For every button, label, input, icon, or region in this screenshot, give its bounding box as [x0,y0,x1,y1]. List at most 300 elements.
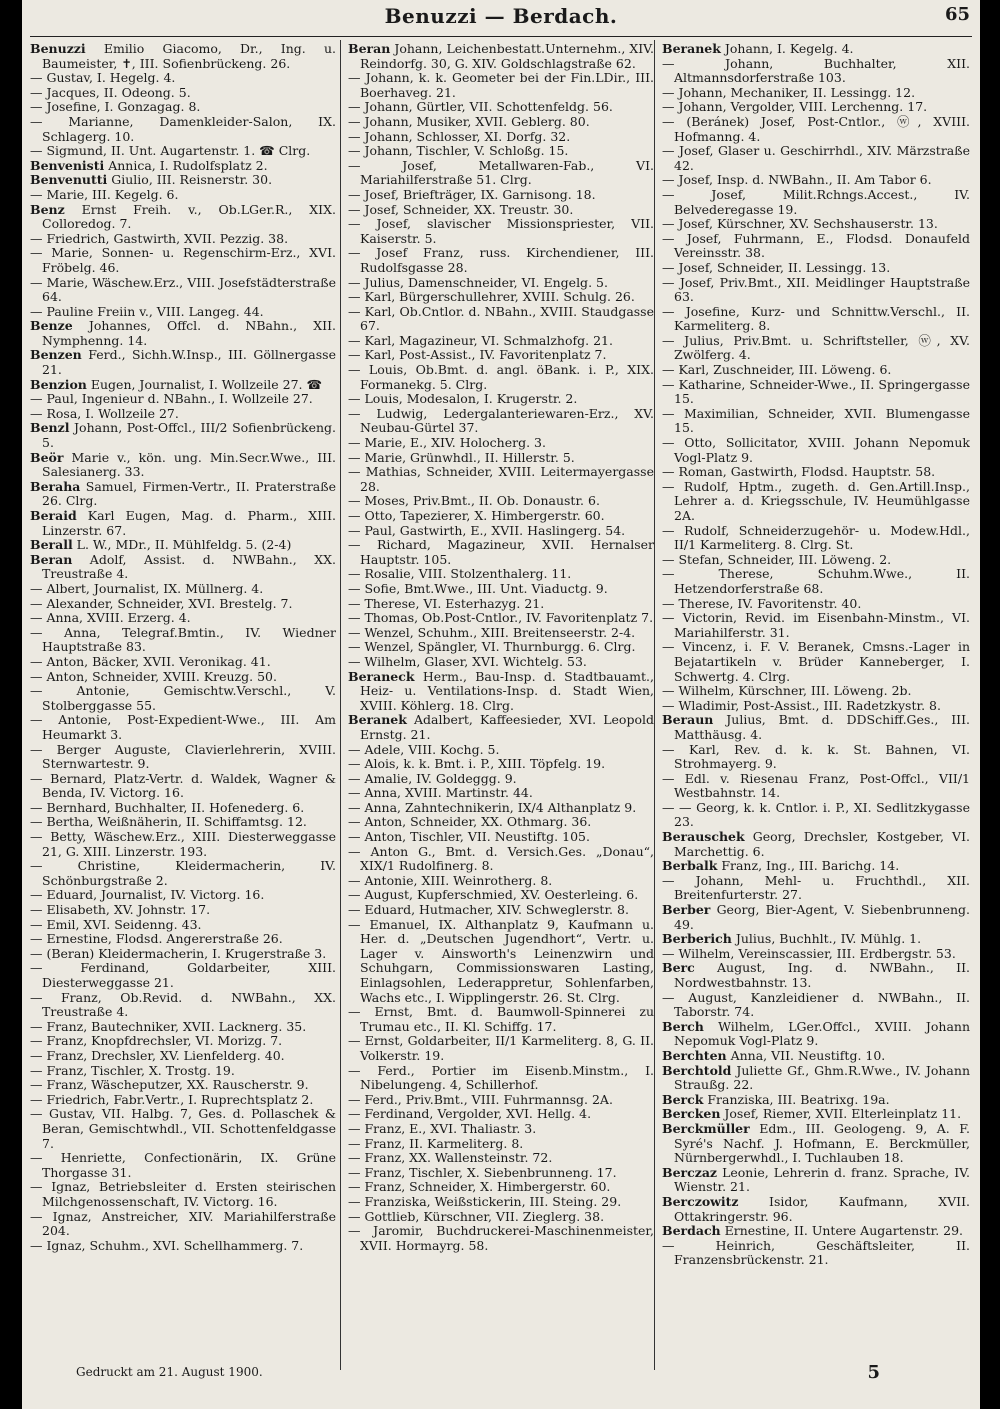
directory-entry [30,42,336,71]
signature-mark: 5 [867,1362,880,1383]
entry-text: — Franz, Knopfdrechsler, VI. Morizg. 7. [30,1033,283,1049]
directory-entry [348,830,654,845]
directory-entry [30,421,336,450]
entry-text: Giulio, III. Reisnerstr. 30. [107,172,273,188]
entry-surname: Berchtold [662,1062,732,1078]
directory-entry [30,1034,336,1049]
entry-text: — Ferdinand, Goldarbeiter, XIII. Diesterweggasse 21. [30,960,336,990]
directory-entry [348,640,654,655]
directory-entry [30,830,336,859]
directory-entry [348,845,654,874]
directory-entry [30,188,336,203]
directory-entry [662,1239,970,1268]
entry-text: — Josef, Kürschner, XV. Sechshauserstr. 13. [662,216,938,232]
directory-entry [30,626,336,655]
directory-entry [662,830,970,859]
directory-entry [348,130,654,145]
directory-entry [30,1020,336,1035]
entry-text: — Johann, Mechaniker, II. Lessingg. 12. [662,84,916,100]
directory-entry [30,859,336,888]
entry-text: — Therese, VI. Esterhazyg. 21. [348,595,545,611]
directory-entry [662,932,970,947]
entry-text: — Franz, Tischler, X. Siebenbrunneng. 17. [348,1164,617,1180]
entry-text: — Josefine, I. Gonzagag. 8. [30,99,201,115]
directory-entry [30,392,336,407]
entry-text: Karl Eugen, Mag. d. Pharm., XIII. Linzerstr. 67. [42,508,336,538]
entry-text: — Alois, k. k. Bmt. i. P., XIII. Töpfelg. 19. [348,756,606,772]
directory-entry [662,1122,970,1166]
directory-entry [662,334,970,363]
directory-entry [30,246,336,275]
entry-text: — Marie, Grünwhdl., II. Hillerstr. 5. [348,449,575,465]
entry-surname: Berc [662,960,695,976]
entry-text: — Christine, Kleidermacherin, IV. Schönburgstraße 2. [30,858,336,888]
entry-text: — Josef, Milit.Rchngs.Accest., IV. Belvederegasse 19. [662,186,970,217]
directory-entry [30,144,336,159]
entry-surname: Berberich [662,931,732,947]
directory-entry [662,173,970,188]
entry-text: — Vincenz, i. F. V. Beranek, Cmsns.-Lager in Bejatartikeln v. Brüder Kanneberger, I. Schwertg. 4. Clrg. [662,639,970,684]
entry-text: — Julius, Damenschneider, VI. Engelg. 5. [348,274,608,290]
entry-text: Julius, Buchhlt., IV. Mühlg. 1. [731,931,922,947]
entry-text: — Friedrich, Gastwirth, XVII. Pezzig. 38. [30,230,289,246]
directory-entry [30,115,336,144]
entry-text: — Amalie, IV. Goldeggg. 9. [348,770,517,786]
directory-entry [30,159,336,174]
entry-text: — Alexander, Schneider, XVI. Brestelg. 7. [30,595,293,611]
directory-entry [348,918,654,1006]
directory-entry [662,407,970,436]
directory-entry [30,305,336,320]
directory-entry [348,159,654,188]
entry-text: Ferd., Sichh.W.Insp., III. Göllnergasse 21. [42,347,336,378]
directory-entry [662,553,970,568]
directory-entry [348,1034,654,1063]
entry-text: Samuel, Firmen-Vertr., II. Praterstraße 26. Clrg. [42,478,336,509]
directory-entry [662,465,970,480]
directory-page [22,0,980,1409]
header-rule [30,36,972,37]
entry-text: — Johann, Vergolder, VIII. Lerchenng. 17. [662,99,928,115]
entry-text: — Karl, Zuschneider, III. Löweng. 6. [662,362,892,378]
entry-text: — — Georg, k. k. Cntlor. i. P., XI. Sedlitzkygasse 23. [662,799,970,830]
entry-text: — Antonie, Gemischtw.Verschl., V. Stolberggasse 55. [30,683,336,713]
directory-entry [662,874,970,903]
entry-text: — Franz, Bautechniker, XVII. Lacknerg. 35. [30,1018,307,1034]
directory-entry [30,888,336,903]
directory-entry [348,348,654,363]
entry-text: — Josef, Insp. d. NWBahn., II. Am Tabor 6. [662,172,932,188]
directory-entry [30,932,336,947]
directory-entry [30,173,336,188]
entry-text: — Adele, VIII. Kochg. 5. [348,741,500,757]
directory-entry [662,57,970,86]
entry-text: — Thomas, Ob.Post-Cntlor., IV. Favoritenplatz 7. [348,610,654,626]
entry-surname: Beran [348,42,391,56]
entry-text: — Franz, Schneider, X. Himbergerstr. 60. [348,1179,611,1195]
entry-text: August, Ing. d. NWBahn., II. Nordwestbahnstr. 13. [674,960,970,990]
directory-entry [30,509,336,538]
entry-text: — Paul, Gastwirth, E., XVII. Haslingerg. 54. [348,522,626,538]
column-2 [348,42,654,1362]
entry-text: — Ernst, Bmt. d. Baumwoll-Spinnerei zu Trumau etc., II. Kl. Schiffg. 17. [348,1004,654,1034]
entry-text: — Marie, E., XIV. Holocherg. 3. [348,435,546,451]
entry-text: — Wladimir, Post-Assist., III. Radetzkystr. 8. [662,697,941,713]
directory-entry [662,42,970,57]
entry-text: — Stefan, Schneider, III. Löweng. 2. [662,551,892,567]
entry-text: — Edl. v. Riesenau Franz, Post-Offcl., VII/1 Westbahnstr. 14. [662,770,970,801]
entry-text: Georg, Drechsler, Kostgeber, VI. Marchettig. 6. [674,829,970,859]
entry-surname: Benz [30,201,65,217]
entry-surname: Berauschek [662,829,745,845]
directory-entry [30,611,336,626]
directory-entry [348,801,654,816]
directory-entry [662,363,970,378]
entry-surname: Berck [662,1091,704,1107]
entry-text: Emilio Giacomo, Dr., Ing. u. Baumeister, ✝, III. Sofienbrückeng. 26. [42,42,336,71]
entry-text: Johann, Post-Offcl., III/2 Sofienbrückeng. 5. [42,420,336,451]
directory-entry [30,772,336,801]
entry-surname: Benuzzi [30,42,86,56]
entry-text: — Johann, Musiker, XVII. Geblerg. 80. [348,113,590,129]
entry-text: Edm., III. Geologeng. 9, A. F. Syré's Nachf. J. Hofmann, E. Berckmüller, Nürnbergerwhdl., I. Tuchlauben 18. [674,1120,970,1166]
entry-text: — Albert, Journalist, IX. Müllnerg. 4. [30,580,264,596]
directory-entry [348,144,654,159]
entry-text: — Johann, Schlosser, XI. Dorfg. 32. [348,128,571,144]
entry-text: — Marie, Wäschew.Erz., VIII. Josefstädterstraße 64. [30,274,336,305]
directory-entry [30,597,336,612]
directory-entry [348,582,654,597]
entry-text: — Therese, Schuhm.Wwe., II. Hetzendorferstraße 68. [662,566,970,596]
directory-entry [662,1020,970,1049]
directory-entry [662,801,970,830]
entry-text: — Karl, Post-Assist., IV. Favoritenplatz 7. [348,347,607,363]
entry-surname: Benzen [30,347,82,363]
entry-text: — Eduard, Journalist, IV. Victorg. 16. [30,887,265,903]
entry-text: — Anton, Schneider, XX. Othmarg. 36. [348,814,592,830]
directory-entry [662,859,970,874]
directory-entry [662,115,970,144]
entry-text: Herm., Bau-Insp. d. Stadtbauamt., Heiz- u. Ventilations-Insp. d. Stadt Wien, XVIII. Köhlerg. 18. Clrg. [360,668,654,713]
entry-text: — Ernst, Goldarbeiter, II/1 Karmeliterg. 8, G. II. Volkerstr. 19. [348,1033,654,1063]
entry-text: — Anna, Zahntechnikerin, IX/4 Althanplatz 9. [348,799,637,815]
page-number: 65 [944,4,970,25]
entry-text: — Josef, Schneider, II. Lessingg. 13. [662,259,891,275]
directory-entry [348,1166,654,1181]
directory-entry [30,276,336,305]
directory-entry [348,1137,654,1152]
entry-text: — Ignaz, Schuhm., XVI. Schellhammerg. 7. [30,1237,304,1253]
entry-text: — Marie, III. Kegelg. 6. [30,186,179,202]
directory-entry [30,407,336,422]
entry-surname: Benze [30,318,73,334]
entry-text: — Anna, Telegraf.Bmtin., IV. Wiedner Hauptstraße 83. [30,624,336,655]
entry-text: — Rosa, I. Wollzeile 27. [30,405,179,421]
entry-text: — Friedrich, Fabr.Vertr., I. Ruprechtsplatz 2. [30,1091,314,1107]
directory-entry [30,480,336,509]
entry-text: — Johann, Buchhalter, XII. Altmannsdorferstraße 103. [662,55,970,86]
directory-entry [348,903,654,918]
entry-text: Wilhelm, LGer.Offcl., XVIII. Johann Nepomuk Vogl-Platz 9. [674,1018,970,1049]
entry-surname: Beraun [662,712,714,728]
entry-text: — Franziska, Weißstickerin, III. Steing. 29. [348,1193,622,1209]
entry-surname: Berczowitz [662,1193,739,1209]
directory-entry [30,378,336,393]
directory-entry [348,436,654,451]
directory-entry [348,1093,654,1108]
entry-text: Eugen, Journalist, I. Wollzeile 27. ☎ [86,376,323,392]
directory-entry [662,947,970,962]
entry-text: — Sofie, Bmt.Wwe., III. Unt. Viaductg. 9. [348,580,608,596]
directory-entry [662,188,970,217]
entry-text: — Franz, XX. Wallensteinstr. 72. [348,1150,553,1166]
directory-entry [348,115,654,130]
directory-entry [662,713,970,742]
entry-text: Johannes, Offcl. d. NBahn., XII. Nymphenng. 14. [42,318,336,348]
entry-text: — Josef, Schneider, XX. Treustr. 30. [348,201,574,217]
directory-entry [30,451,336,480]
directory-entry [662,640,970,684]
entry-text: — Ferdinand, Vergolder, XVI. Hellg. 4. [348,1106,592,1122]
entry-text: — Karl, Magazineur, VI. Schmalzhofg. 21. [348,332,613,348]
entry-text: — Franz, Wäscheputzer, XX. Rauscherstr. 9. [30,1077,309,1093]
entry-text: — Johann, k. k. Geometer bei der Fin.LDir., III. Boerhaveg. 21. [348,70,654,100]
directory-entry [348,626,654,641]
directory-entry [348,611,654,626]
column-divider [654,40,655,1370]
entry-text: — Josef, slavischer Missionspriester, VII. Kaiserstr. 5. [348,216,654,246]
entry-text: — Anton G., Bmt. d. Versich.Ges. „Donau“, XIX/1 Rudolfinerg. 8. [348,843,654,874]
directory-entry [348,772,654,787]
entry-text: — Josefine, Kurz- und Schnittw.Verschl., II. Karmeliterg. 8. [662,303,970,334]
entry-text: Adolf, Assist. d. NWBahn., XX. Treustraße 4. [42,551,336,582]
directory-entry [30,1180,336,1209]
entry-surname: Berdach [662,1223,721,1239]
directory-entry [662,378,970,407]
entry-text: — Louis, Ob.Bmt. d. angl. öBank. i. P., XIX. Formanekg. 5. Clrg. [348,362,654,392]
directory-entry [30,1064,336,1079]
entry-text: — Betty, Wäschew.Erz., XIII. Diesterweggasse 21, G. XIII. Linzerstr. 193. [30,829,336,859]
entry-surname: Beör [30,449,64,465]
entry-text: — Ferd., Portier im Eisenb.Minstm., I. Nibelungeng. 4, Schillerhof. [348,1062,654,1093]
entry-surname: Benvenisti [30,157,105,173]
directory-entry [348,713,654,742]
entry-text: — Rosalie, VIII. Stolzenthalerg. 11. [348,566,572,582]
entry-text: — Franz, II. Karmeliterg. 8. [348,1135,524,1151]
directory-entry [30,1107,336,1151]
entry-text: — Karl, Bürgerschullehrer, XVIII. Schulg. 26. [348,289,635,305]
directory-entry [348,1210,654,1225]
directory-entry [662,232,970,261]
entry-text: — Louis, Modesalon, I. Krugerstr. 2. [348,391,578,407]
directory-entry [30,684,336,713]
directory-entry [30,86,336,101]
directory-entry [348,100,654,115]
entry-surname: Beranek [348,712,407,728]
directory-entry [662,699,970,714]
entry-text: Julius, Bmt. d. DDSchiff.Ges., III. Matthäusg. 4. [674,712,970,742]
entry-text: Ernst Freih. v., Ob.LGer.R., XIX. Colloredog. 7. [42,201,336,232]
entry-text: — Ferd., Priv.Bmt., VIII. Fuhrmannsg. 2A. [348,1091,613,1107]
directory-entry [348,1151,654,1166]
directory-entry [348,71,654,100]
directory-entry [348,670,654,714]
column-1 [30,42,336,1362]
entry-text: — Julius, Priv.Bmt. u. Schriftsteller, ⓦ, XV. Zwölferg. 4. [662,332,970,363]
entry-text: Leonie, Lehrerin d. franz. Sprache, IV. Wienstr. 21. [674,1164,970,1195]
entry-text: — Emil, XVI. Seidenng. 43. [30,916,202,932]
entry-text: — Roman, Gastwirth, Flodsd. Hauptstr. 58. [662,464,936,480]
entry-text: — Jaromir, Buchdruckerei-Maschinenmeister, XVII. Hormayrg. 58. [348,1223,654,1253]
entry-text: — Marie, Sonnen- u. Regenschirm-Erz., XVI. Fröbelg. 46. [30,245,336,275]
directory-entry [30,815,336,830]
entry-text: — Gustav, VII. Halbg. 7, Ges. d. Pollaschek & Beran, Gemischtwhdl., VII. Schottenfeldgasse 7. [30,1106,336,1151]
directory-entry [30,203,336,232]
entry-text: — August, Kupferschmied, XV. Oesterleing. 6. [348,887,639,903]
entry-text: — Ignaz, Betriebsleiter d. Ersten steirischen Milchgenossenschaft, IV. Victorg. 16. [30,1179,336,1209]
entry-text: — Karl, Rev. d. k. k. St. Bahnen, VI. Strohmayerg. 9. [662,741,970,772]
entry-text: Anna, VII. Neustiftg. 10. [726,1047,886,1063]
directory-entry [348,451,654,466]
directory-entry [348,334,654,349]
entry-surname: Berckmüller [662,1120,750,1136]
directory-entry [348,1122,654,1137]
directory-entry [30,1239,336,1254]
directory-entry [30,743,336,772]
entry-text: — Heinrich, Geschäftsleiter, II. Franzensbrückenstr. 21. [662,1237,970,1268]
column-3 [662,42,970,1362]
entry-text: — Katharine, Schneider-Wwe., II. Springergasse 15. [662,376,970,407]
entry-surname: Beraid [30,508,77,523]
directory-entry [30,553,336,582]
directory-entry [30,1210,336,1239]
entry-text: Johann, Leichenbestatt.Unternehm., XIV. Reindorfg. 30, G. XIV. Goldschlagstraße 62. [360,42,654,71]
directory-entry [662,217,970,232]
entry-text: — Otto, Sollicitator, XVIII. Johann Nepomuk Vogl-Platz 9. [662,435,970,465]
directory-entry [30,100,336,115]
entry-text: — Wenzel, Schuhm., XIII. Breitenseerstr. 2-4. [348,624,636,640]
entry-text: — (Beránek) Josef, Post-Cntlor., ⓦ, XVIII. Hofmanng. 4. [662,113,970,144]
directory-entry [30,538,336,553]
directory-entry [348,42,654,71]
directory-entry [662,1195,970,1224]
entry-text: — Marianne, Damenkleider-Salon, IX. Schlagerg. 10. [30,113,336,144]
directory-entry [348,465,654,494]
directory-entry [30,801,336,816]
entry-text: Marie v., kön. ung. Min.Secr.Wwe., III. Salesianerg. 33. [42,449,336,480]
entry-text: — Anton, Bäcker, XVII. Veronikag. 41. [30,653,271,669]
entry-text: Johann, I. Kegelg. 4. [720,42,854,56]
directory-entry [662,1166,970,1195]
entry-text: — Karl, Ob.Cntlor. d. NBahn., XVIII. Staudgasse 67. [348,303,654,334]
directory-entry [662,567,970,596]
directory-entry [348,203,654,218]
entry-text: — Rudolf, Hptm., zugeth. d. Gen.Artill.Insp., Lehrer a. d. Kriegsschule, IV. Heumühlgasse 2A. [662,478,970,523]
directory-entry [662,100,970,115]
entry-text: — Ludwig, Ledergalanteriewaren-Erz., XV. Neubau-Gürtel 37. [348,405,654,436]
entry-surname: Berall [30,537,73,553]
directory-entry [348,305,654,334]
directory-entry [348,509,654,524]
directory-entry [662,991,970,1020]
entry-text: Josef, Riemer, XVII. Elterleinplatz 11. [720,1106,962,1122]
entry-surname: Berch [662,1018,704,1034]
entry-text: — Josef, Metallwaren-Fab., VI. Mariahilferstraße 51. Clrg. [348,157,654,188]
directory-entry [348,188,654,203]
entry-text: — Bernhard, Buchhalter, II. Hofenederg. 6. [30,799,305,815]
directory-entry [348,786,654,801]
entry-text: — Antonie, Post-Expedient-Wwe., III. Am Heumarkt 3. [30,712,336,742]
directory-entry [662,86,970,101]
entry-text: — Paul, Ingenieur d. NBahn., I. Wollzeile 27. [30,391,313,407]
entry-text: Franz, Ing., III. Barichg. 14. [717,858,900,874]
entry-text: — Anton, Tischler, VII. Neustiftg. 105. [348,829,590,845]
entry-surname: Benzl [30,420,70,436]
directory-entry [348,815,654,830]
entry-text: Franziska, III. Beatrixg. 19a. [703,1091,890,1107]
entry-surname: Beraneck [348,668,415,684]
directory-entry [662,684,970,699]
entry-text: — Josef, Priv.Bmt., XII. Meidlinger Hauptstraße 63. [662,274,970,305]
directory-entry [30,71,336,86]
entry-surname: Bercken [662,1106,721,1122]
entry-text: — (Beran) Kleidermacherin, I. Krugerstraße 3. [30,945,327,961]
column-divider [340,40,341,1370]
entry-text: — Moses, Priv.Bmt., II. Ob. Donaustr. 6. [348,493,600,509]
entry-surname: Beranek [662,42,721,56]
directory-entry [30,1078,336,1093]
entry-text: — Berger Auguste, Clavierlehrerin, XVIII. Sternwartestr. 9. [30,741,336,772]
directory-entry [348,494,654,509]
entry-text: — Josef Franz, russ. Kirchendiener, III. Rudolfsgasse 28. [348,245,654,275]
directory-entry [662,436,970,465]
directory-entry [662,1093,970,1108]
entry-text: — Johann, Tischler, V. Schloßg. 15. [348,143,569,159]
directory-entry [662,903,970,932]
directory-entry [30,961,336,990]
entry-text: — Elisabeth, XV. Johnstr. 17. [30,902,211,918]
entry-text: — Gustav, I. Hegelg. 4. [30,70,176,86]
entry-surname: Beran [30,551,73,567]
directory-entry [30,670,336,685]
directory-entry [348,392,654,407]
directory-entry [30,655,336,670]
entry-text: — Maximilian, Schneider, XVII. Blumengasse 15. [662,405,970,436]
directory-entry [30,991,336,1020]
directory-entry [30,319,336,348]
entry-text: Juliette Gf., Ghm.R.Wwe., IV. Johann Straußg. 22. [674,1062,970,1093]
entry-text: — Mathias, Schneider, XVIII. Leitermayergasse 28. [348,464,654,494]
directory-entry [662,1107,970,1122]
entry-text: — Johann, Gürtler, VII. Schottenfeldg. 56. [348,99,613,115]
entry-surname: Benvenutti [30,172,108,188]
directory-entry [348,597,654,612]
directory-entry [348,246,654,275]
entry-text: — Franz, Drechsler, XV. Lienfelderg. 40. [30,1047,285,1063]
directory-entry [30,582,336,597]
directory-entry [348,1224,654,1253]
entry-text: — Otto, Tapezierer, X. Himbergerstr. 60. [348,508,605,523]
directory-entry [348,1195,654,1210]
print-date: Gedruckt am 21. August 1900. [76,1365,263,1379]
directory-entry [348,524,654,539]
entry-text: — Franz, Ob.Revid. d. NWBahn., XX. Treustraße 4. [30,989,336,1020]
directory-entry [30,1151,336,1180]
entry-text: — Franz, Tischler, X. Trostg. 19. [30,1062,235,1078]
directory-entry [348,1107,654,1122]
entry-text: — Ernestine, Flodsd. Angererstraße 26. [30,931,283,947]
directory-entry [662,611,970,640]
